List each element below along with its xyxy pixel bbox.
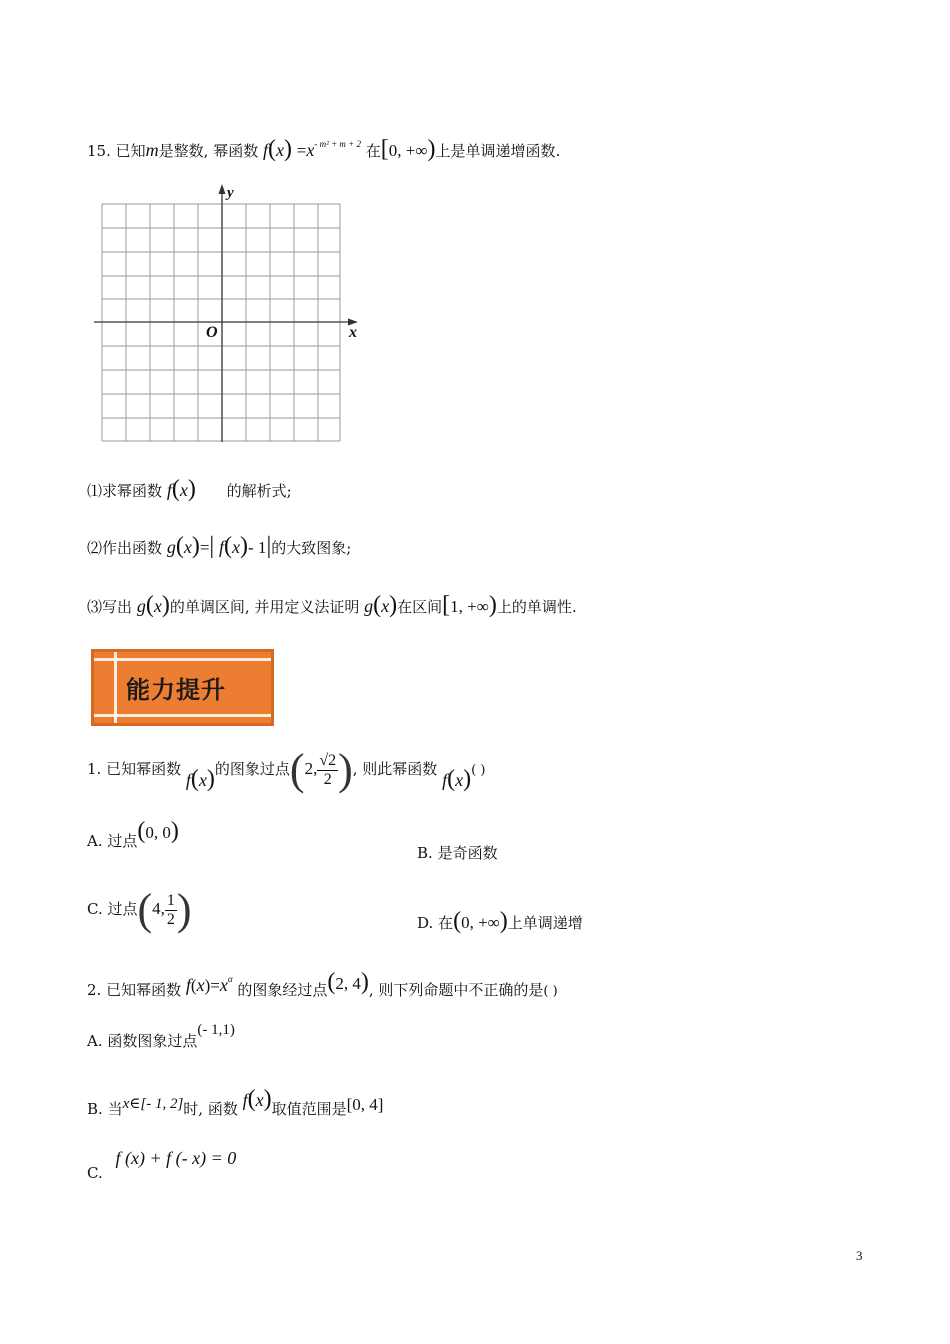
p2-xbase: x xyxy=(219,975,228,995)
banner-vbar xyxy=(114,652,117,723)
sub3-text-d: 上的单调性. xyxy=(496,598,577,616)
sub2-text-b: 的大致图象; xyxy=(271,539,352,557)
q15-number: 15. xyxy=(87,142,111,160)
p2-blank: ( ) xyxy=(543,984,558,999)
problem-1: 1. 已知幂函数 f(x)的图象过点(2, $\frac{√2}{2}$ ), 则此幂函数 f(x)( ) xyxy=(87,745,486,794)
p2-point: 2, 4 xyxy=(335,974,361,993)
q15-text-3: 在 xyxy=(365,142,381,160)
p2-opt-b-text-c: 取值范围是 xyxy=(271,1100,347,1118)
section-banner xyxy=(91,649,274,726)
p1-opt-d-math: 0, +∞ xyxy=(461,913,500,932)
page-number: 3 xyxy=(856,1248,863,1263)
sub3-text-c: 在区间 xyxy=(397,598,443,616)
p1-blank: ( ) xyxy=(471,763,486,778)
banner-strip-bottom xyxy=(94,714,271,717)
p1-fraction: $\frac{√2}{2}$ xyxy=(319,751,337,788)
sub2-minus-one: - 1 xyxy=(248,538,267,557)
p1-sqrt-num: 2 xyxy=(328,751,337,769)
x-axis-label: x xyxy=(349,324,357,341)
q15-x: x xyxy=(276,140,284,160)
p2-opt-c-math: f (x) + f (- x) = 0 xyxy=(115,1148,237,1168)
sub-question-3: ⑶写出 g(x)的单调区间, 并用定义法证明 g(x)在区间[1, +∞)上的单调性. xyxy=(87,592,577,618)
sub3-text-a: 写出 xyxy=(102,598,133,616)
sub-question-1: ⑴求幂函数 f(x) 的解析式; xyxy=(87,476,292,502)
p1-opt-c-num: 1 xyxy=(166,891,175,909)
p2-opt-b-label: B. xyxy=(87,1100,103,1118)
y-axis-label: y xyxy=(227,185,234,201)
p2-opt-b-x: x xyxy=(255,1090,264,1110)
p1-option-d: D. 在(0, +∞)上单调递增 xyxy=(417,908,583,934)
sub3-g2: g xyxy=(364,596,374,616)
p1-opt-c-text: 过点 xyxy=(107,900,138,918)
p1-opt-c-a: 4, xyxy=(152,899,165,918)
p1-opt-a-math: 0, 0 xyxy=(145,823,171,842)
sub3-interval: 1, +∞ xyxy=(450,597,489,616)
p1-f: f xyxy=(185,770,191,790)
p2-opt-b-text-a: 当 xyxy=(107,1100,123,1118)
p1-opt-c-fraction xyxy=(165,892,177,929)
p2-opt-c-label: C. xyxy=(87,1164,103,1182)
p1-option-a: A. 过点(0, 0) xyxy=(87,818,179,850)
p1-text-a: 已知幂函数 xyxy=(106,760,182,778)
p2-alpha: α xyxy=(227,974,233,984)
q15-m: m xyxy=(145,140,159,160)
p1-x: x xyxy=(198,770,207,790)
p1-opt-c-label: C. xyxy=(87,900,103,918)
p2-opt-b-f: f xyxy=(242,1090,248,1110)
p2-x: x xyxy=(196,975,205,995)
p1-opt-a-text: 过点 xyxy=(107,832,138,850)
p1-f2: f xyxy=(442,770,448,790)
p1-opt-d-label: D. xyxy=(417,914,434,932)
p1-number: 1. xyxy=(87,760,102,778)
q15-line: 15. 已知m是整数, 幂函数 $f(x) =x^{- m^2 + m + 2}$ 在[0, +∞)上是单调递增函数. xyxy=(87,136,561,162)
q15-interval: 0, +∞ xyxy=(388,141,428,160)
q15-text-4: 上是单调递增函数. xyxy=(435,142,561,160)
sub2-label: ⑵ xyxy=(87,539,103,557)
p1-opt-a-label: A. xyxy=(87,832,103,850)
p2-option-c xyxy=(87,1148,237,1182)
sub1-text-b: 的解析式; xyxy=(226,482,292,500)
p2-opt-a-label: A. xyxy=(87,1032,103,1050)
sub1-f: f xyxy=(166,480,172,500)
p2-text-a: 已知幂函数 xyxy=(106,981,182,999)
sub2-x: x xyxy=(183,537,192,557)
p1-opt-b-text: 是奇函数 xyxy=(437,844,498,862)
sub2-eq: = xyxy=(199,538,210,557)
sub3-text-b: 的单调区间, 并用定义法证明 xyxy=(169,598,360,616)
sub2-g: g xyxy=(166,537,176,557)
p1-text-c: , 则此幂函数 xyxy=(352,760,438,778)
sub3-label: ⑶ xyxy=(87,598,103,616)
p1-option-c: C. 过点(4, $\frac{1}{2}$ ) xyxy=(87,885,192,934)
q15-exponent: - m² + m + 2 xyxy=(314,139,361,149)
origin-label: O xyxy=(206,324,218,341)
p2-option-a xyxy=(87,1022,235,1051)
p2-text-c: , 则下列命题中不正确的是 xyxy=(368,981,544,999)
p1-text-b: 的图象过点 xyxy=(214,760,290,778)
sub2-f: f xyxy=(219,537,225,557)
q15-eq: = xyxy=(296,141,307,160)
q15-text-1: 已知 xyxy=(115,142,146,160)
p1-option-b xyxy=(417,842,498,863)
p2-text-b: 的图象经过点 xyxy=(237,981,328,999)
p1-opt-d-text-b: 上单调递增 xyxy=(507,914,583,932)
p1-opt-b-label: B. xyxy=(417,844,433,862)
sub-question-2: ⑵作出函数 g(x)=| f(x)- 1|的大致图象; xyxy=(87,533,352,559)
p2-option-b: B. 当x∈[- 1, 2]时, 函数 f(x)取值范围是[0, 4] xyxy=(87,1086,384,1118)
problem-2: 2. 已知幂函数 $f(x)=x^\alpha$ 的图象经过点(2, 4), 则下列命题中不正确的是( ) xyxy=(87,969,558,999)
banner-strip-top xyxy=(94,658,271,661)
p2-f: f xyxy=(185,975,191,995)
p2-opt-b-math: x∈[- 1, 2] xyxy=(122,1096,184,1112)
sub3-x: x xyxy=(153,596,162,616)
coordinate-grid xyxy=(90,180,370,450)
p2-opt-b-range: [0, 4] xyxy=(346,1095,384,1114)
p2-number: 2. xyxy=(87,981,102,999)
p2-opt-b-text-b: 时, 函数 xyxy=(183,1100,238,1118)
sub1-text-a: 求幂函数 xyxy=(102,482,163,500)
y-axis-arrow xyxy=(219,184,226,194)
q15-text-2: 是整数, 幂函数 xyxy=(158,142,259,160)
q15-f: f xyxy=(262,140,268,160)
sub2-x-inner: x xyxy=(232,537,241,557)
p2-eq: = xyxy=(210,976,220,995)
p2-opt-a-math: (- 1,1) xyxy=(197,1022,235,1038)
banner-title: 能力提升 xyxy=(126,676,226,704)
sub1-label: ⑴ xyxy=(87,482,103,500)
p1-x2: x xyxy=(455,770,464,790)
p1-opt-c-den: 2 xyxy=(166,910,175,928)
q15-xbase: x xyxy=(306,140,315,160)
p2-opt-a-text: 函数图象过点 xyxy=(107,1032,198,1050)
sub2-text-a: 作出函数 xyxy=(102,539,163,557)
p1-point-a: 2, xyxy=(304,759,318,778)
p1-den: 2 xyxy=(323,770,332,788)
sub3-g: g xyxy=(136,596,146,616)
sub1-x: x xyxy=(179,480,188,500)
p1-opt-d-text-a: 在 xyxy=(438,914,454,932)
sub3-x2: x xyxy=(381,596,390,616)
